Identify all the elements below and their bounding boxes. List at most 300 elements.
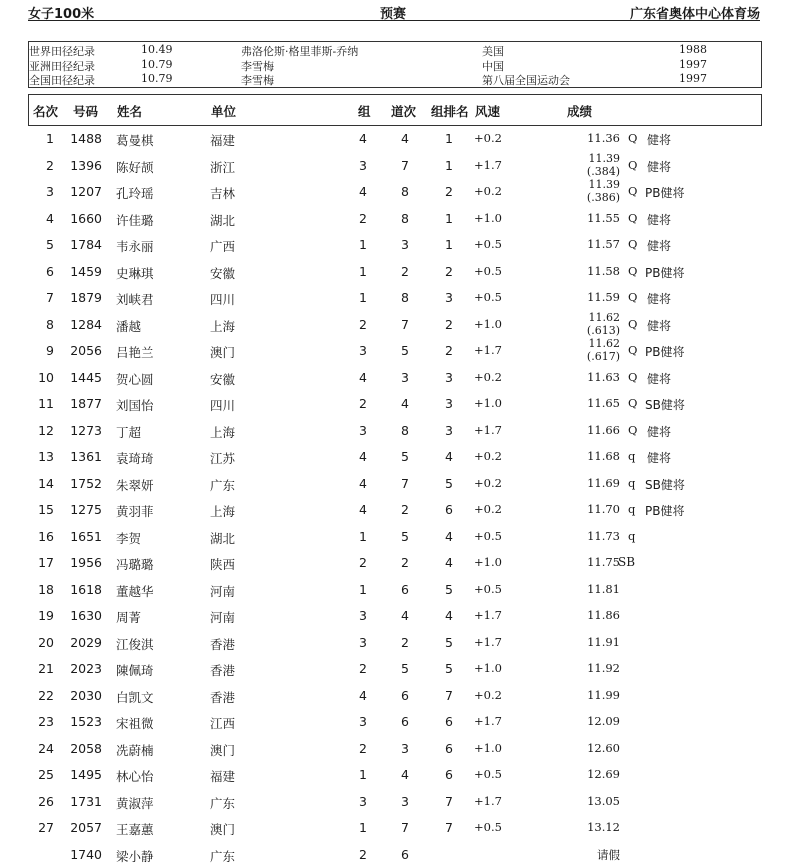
group-rank-cell: 3 [445, 290, 453, 305]
table-row [28, 655, 760, 681]
name-cell: 宋祖微 [116, 716, 154, 731]
col-group-rank: 组排名 [431, 104, 469, 119]
group-rank-cell: 1 [445, 237, 453, 252]
wind-cell: +0.5 [474, 767, 502, 781]
col-rank: 名次 [33, 104, 59, 119]
table-row [28, 364, 760, 390]
note-cell: 健将 [647, 212, 672, 227]
note-cell: PB健将 [645, 186, 685, 200]
rank-cell: 19 [38, 608, 54, 623]
name-cell: 李贺 [116, 530, 142, 546]
table-row [28, 178, 760, 204]
name-cell: 陳佩琦 [116, 663, 154, 678]
group-cell: 3 [359, 793, 367, 809]
bib-cell: 1273 [70, 422, 102, 438]
lane-cell: 6 [401, 846, 409, 862]
record-holder: 李雪梅 [241, 74, 274, 87]
lane-cell: 8 [401, 184, 409, 199]
group-cell: 1 [359, 290, 367, 305]
table-row [28, 761, 760, 787]
qualification-mark: q [628, 475, 636, 490]
group-cell: 3 [359, 714, 367, 729]
group-cell: 2 [359, 555, 367, 570]
table-row [28, 284, 760, 310]
wind-cell: +0.2 [474, 449, 502, 463]
result-cell [544, 529, 620, 543]
qualification-mark: q [628, 502, 636, 516]
result-cell [544, 635, 620, 649]
table-row [28, 841, 760, 867]
result-cell [544, 555, 620, 569]
lane-cell: 7 [401, 820, 409, 835]
unit-cell: 香港 [210, 689, 236, 705]
rank-cell: 9 [46, 343, 54, 358]
table-row [28, 390, 760, 416]
rank-cell: 4 [46, 210, 54, 226]
unit-cell: 湖北 [210, 212, 236, 228]
table-row [28, 602, 760, 628]
result-value: 11.55 [587, 210, 620, 225]
wind-cell: +1.7 [474, 793, 502, 808]
group-rank-cell: 6 [445, 767, 453, 782]
lane-cell: 3 [401, 369, 409, 385]
bib-cell: 2023 [70, 661, 102, 676]
group-cell: 2 [359, 210, 367, 226]
unit-cell: 香港 [210, 636, 236, 652]
result-cell [544, 741, 620, 755]
unit-cell: 四川 [210, 292, 236, 307]
lane-cell: 5 [401, 343, 409, 358]
group-rank-cell: 6 [445, 740, 453, 756]
rank-cell: 16 [38, 528, 54, 544]
result-value: 12.09 [587, 714, 620, 728]
group-rank-cell: 4 [445, 449, 453, 464]
lane-cell: 8 [401, 422, 409, 438]
record-mark: 10.49 [141, 43, 173, 56]
group-cell: 2 [359, 661, 367, 676]
bib-cell: 1445 [70, 369, 102, 385]
rank-cell: 13 [38, 449, 54, 464]
column-header [28, 94, 762, 126]
unit-cell: 澳门 [210, 345, 236, 360]
group-rank-cell: 1 [445, 131, 453, 146]
table-row [28, 205, 760, 231]
table-row [28, 576, 760, 602]
round-title: 预赛 [380, 7, 407, 22]
result-value: 11.99 [587, 687, 620, 702]
records-box [28, 41, 762, 88]
unit-cell: 湖北 [210, 530, 236, 546]
wind-cell: +0.2 [474, 475, 502, 490]
result-cell [544, 847, 620, 863]
bib-cell: 1740 [70, 846, 102, 862]
unit-cell: 上海 [210, 318, 236, 334]
name-cell: 贺心圆 [116, 371, 154, 387]
lane-cell: 2 [401, 555, 409, 570]
wind-cell: +0.2 [474, 131, 502, 145]
name-cell: 刘国怡 [116, 398, 154, 413]
rank-cell: 27 [38, 820, 54, 835]
rank-cell: 8 [46, 316, 54, 332]
group-cell: 1 [359, 767, 367, 782]
unit-cell: 广东 [210, 848, 236, 864]
lane-cell: 5 [401, 449, 409, 464]
bib-cell: 2030 [70, 687, 102, 703]
bib-cell: 1752 [70, 475, 102, 491]
name-cell: 林心怡 [116, 769, 154, 784]
bib-cell: 1459 [70, 263, 102, 279]
table-row [28, 814, 760, 840]
qualification-mark: Q [628, 343, 638, 357]
group-rank-cell: 7 [445, 820, 453, 835]
col-group: 组 [358, 104, 371, 119]
group-rank-cell: 3 [445, 422, 453, 438]
result-tiebreak: (.613) [586, 323, 620, 337]
wind-cell: +1.7 [474, 422, 502, 437]
group-rank-cell: 2 [445, 184, 453, 199]
group-cell: 4 [359, 369, 367, 385]
lane-cell: 3 [401, 793, 409, 809]
result-value: 11.36 [587, 131, 620, 145]
lane-cell: 6 [401, 687, 409, 703]
result-value: 12.69 [587, 767, 620, 781]
unit-cell: 福建 [210, 769, 236, 784]
name-cell: 白凯文 [116, 689, 154, 705]
unit-cell: 四川 [210, 398, 236, 413]
result-value: 11.65 [587, 396, 620, 410]
result-value: 11.92 [587, 661, 620, 675]
note-cell: 健将 [647, 371, 672, 386]
wind-cell: +1.0 [474, 316, 502, 331]
result-value: 11.81 [587, 581, 620, 596]
group-rank-cell: 6 [445, 714, 453, 729]
table-row [28, 337, 760, 363]
record-nation: 第八届全国运动会 [482, 74, 570, 87]
table-row [28, 496, 760, 522]
rank-cell: 10 [38, 369, 54, 385]
qualification-mark: Q [628, 369, 638, 384]
result-value: 11.86 [587, 608, 620, 622]
note-cell: PB健将 [645, 345, 685, 359]
col-name: 姓名 [117, 104, 143, 119]
qualification-mark: Q [628, 316, 638, 331]
unit-cell: 上海 [210, 504, 236, 519]
lane-cell: 2 [401, 502, 409, 517]
note-cell: SB [618, 555, 636, 569]
bib-cell: 1618 [70, 581, 102, 597]
result-value: 11.69 [587, 475, 620, 490]
wind-cell: +0.2 [474, 687, 502, 702]
result-cell [544, 820, 620, 834]
qualification-mark: q [628, 528, 636, 543]
result-value: 11.39 [588, 178, 620, 191]
wind-cell: +1.7 [474, 714, 502, 728]
bib-cell: 2058 [70, 740, 102, 756]
unit-cell: 安徽 [210, 371, 236, 387]
group-rank-cell: 2 [445, 263, 453, 279]
note-cell: 健将 [647, 159, 672, 174]
rank-cell: 21 [38, 661, 54, 676]
group-cell: 2 [359, 846, 367, 862]
rank-cell: 2 [46, 157, 54, 173]
col-bib: 号码 [73, 104, 99, 119]
table-row [28, 735, 760, 761]
group-rank-cell: 5 [445, 634, 453, 650]
title-bar [28, 0, 760, 21]
result-cell [544, 794, 620, 808]
lane-cell: 3 [401, 740, 409, 756]
result-cell [544, 211, 620, 225]
result-cell [544, 767, 620, 781]
group-cell: 4 [359, 475, 367, 491]
group-rank-cell: 5 [445, 661, 453, 676]
note-cell: PB健将 [645, 504, 685, 518]
col-result: 成绩 [567, 104, 593, 119]
qualification-mark: Q [628, 131, 638, 145]
group-rank-cell: 7 [445, 793, 453, 809]
group-rank-cell: 5 [445, 581, 453, 597]
lane-cell: 4 [401, 608, 409, 623]
unit-cell: 江苏 [210, 451, 236, 466]
result-value: 11.75 [587, 555, 620, 569]
lane-cell: 6 [401, 714, 409, 729]
group-rank-cell: 5 [445, 475, 453, 491]
table-row [28, 443, 760, 469]
bib-cell: 1361 [70, 449, 102, 464]
name-cell: 史琳琪 [116, 265, 154, 281]
result-value: 11.73 [587, 528, 620, 543]
wind-cell: +1.7 [474, 608, 502, 622]
note-cell: 健将 [647, 451, 672, 465]
wind-cell: +0.5 [474, 263, 502, 278]
lane-cell: 7 [401, 157, 409, 173]
bib-cell: 2056 [70, 343, 102, 358]
result-cell [544, 688, 620, 702]
bib-cell: 1877 [70, 396, 102, 411]
result-cell [544, 178, 620, 204]
table-row [28, 523, 760, 549]
note-cell: SB健将 [645, 477, 685, 492]
rank-cell: 18 [38, 581, 54, 597]
lane-cell: 2 [401, 263, 409, 279]
record-label: 世界田径纪录 [29, 45, 95, 58]
group-rank-cell: 4 [445, 608, 453, 623]
bib-cell: 1630 [70, 608, 102, 623]
bib-cell: 1284 [70, 316, 102, 332]
bib-cell: 1956 [70, 555, 102, 570]
unit-cell: 广西 [210, 239, 236, 254]
table-row [28, 470, 760, 496]
group-cell: 1 [359, 528, 367, 544]
note-cell: 健将 [647, 239, 672, 253]
record-label: 全国田径纪录 [29, 74, 95, 87]
name-cell: 黄羽菲 [116, 504, 154, 519]
table-row [28, 231, 760, 257]
qualification-mark: Q [628, 422, 638, 437]
group-cell: 3 [359, 634, 367, 650]
wind-cell: +1.0 [474, 210, 502, 225]
name-cell: 刘峡君 [116, 292, 154, 307]
result-cell [544, 396, 620, 410]
note-cell: SB健将 [645, 398, 685, 412]
bib-cell: 1396 [70, 157, 102, 173]
group-cell: 1 [359, 581, 367, 597]
unit-cell: 江西 [210, 716, 236, 731]
name-cell: 陈好颉 [116, 159, 154, 175]
lane-cell: 8 [401, 210, 409, 226]
wind-cell: +0.2 [474, 502, 502, 516]
name-cell: 黄淑萍 [116, 795, 154, 811]
rank-cell: 6 [46, 263, 54, 279]
unit-cell: 吉林 [210, 186, 236, 201]
bib-cell: 1495 [70, 767, 102, 782]
bib-cell: 2029 [70, 634, 102, 650]
rank-cell: 23 [38, 714, 54, 729]
group-rank-cell: 2 [445, 343, 453, 358]
qualification-mark: Q [628, 396, 638, 410]
result-tiebreak: (.384) [586, 164, 620, 178]
wind-cell: +0.5 [474, 581, 502, 596]
group-cell: 3 [359, 157, 367, 173]
lane-cell: 8 [401, 290, 409, 305]
record-holder: 弗洛伦斯·格里菲斯-乔纳 [241, 45, 359, 58]
result-cell [544, 423, 620, 437]
rank-cell: 12 [38, 422, 54, 438]
result-value: 11.91 [587, 634, 620, 649]
record-year: 1988 [679, 43, 707, 56]
rank-cell: 1 [46, 131, 54, 146]
group-cell: 2 [359, 316, 367, 332]
bib-cell: 1207 [70, 184, 102, 199]
wind-cell: +0.5 [474, 290, 502, 304]
lane-cell: 4 [401, 396, 409, 411]
rank-cell: 5 [46, 237, 54, 252]
name-cell: 冯璐璐 [116, 557, 154, 572]
group-cell: 4 [359, 184, 367, 199]
table-row [28, 311, 760, 337]
group-cell: 1 [359, 263, 367, 279]
result-value: 11.62 [588, 337, 620, 350]
name-cell: 葛曼棋 [116, 133, 154, 148]
result-value: 11.66 [587, 422, 620, 437]
result-cell [544, 449, 620, 463]
group-cell: 4 [359, 687, 367, 703]
qualification-mark: Q [628, 237, 638, 251]
bib-cell: 1731 [70, 793, 102, 809]
group-rank-cell: 2 [445, 316, 453, 332]
result-cell [544, 502, 620, 516]
result-cell [544, 582, 620, 596]
qualification-mark: Q [628, 184, 638, 198]
lane-cell: 3 [401, 237, 409, 252]
unit-cell: 浙江 [210, 159, 236, 175]
unit-cell: 河南 [210, 583, 236, 599]
table-row [28, 708, 760, 734]
group-cell: 4 [359, 502, 367, 517]
wind-cell: +1.0 [474, 396, 502, 410]
group-rank-cell: 3 [445, 369, 453, 385]
note-cell: 健将 [647, 133, 672, 147]
result-value: 11.62 [588, 310, 620, 324]
group-cell: 1 [359, 820, 367, 835]
name-cell: 梁小静 [116, 848, 154, 864]
unit-cell: 安徽 [210, 265, 236, 281]
group-rank-cell: 4 [445, 528, 453, 544]
name-cell: 朱翠妍 [116, 477, 154, 493]
lane-cell: 5 [401, 528, 409, 544]
group-cell: 4 [359, 449, 367, 464]
note-cell: 健将 [647, 424, 672, 439]
name-cell: 吕艳兰 [116, 345, 154, 360]
result-value: 11.39 [588, 151, 620, 165]
result-cell [544, 311, 620, 337]
name-cell: 韦永丽 [116, 239, 154, 254]
event-title: 女子100米 [28, 7, 95, 22]
note-cell: PB健将 [645, 265, 685, 280]
rank-cell: 14 [38, 475, 54, 491]
result-cell [544, 131, 620, 145]
table-row [28, 788, 760, 814]
col-unit: 单位 [211, 104, 237, 119]
group-rank-cell: 7 [445, 687, 453, 703]
wind-cell: +0.2 [474, 184, 502, 198]
rank-cell: 24 [38, 740, 54, 756]
result-cell [544, 476, 620, 490]
bib-cell: 1523 [70, 714, 102, 729]
name-cell: 董越华 [116, 583, 154, 599]
rank-cell: 17 [38, 555, 54, 570]
wind-cell: +0.2 [474, 369, 502, 384]
rank-cell: 22 [38, 687, 54, 703]
lane-cell: 5 [401, 661, 409, 676]
result-value: 11.59 [587, 290, 620, 304]
venue-title: 广东省奥体中心体育场 [629, 7, 760, 22]
col-lane: 道次 [391, 104, 417, 119]
group-rank-cell: 1 [445, 210, 453, 226]
rank-cell: 20 [38, 634, 54, 650]
qualification-mark: Q [628, 157, 638, 172]
qualification-mark: Q [628, 263, 638, 278]
table-row [28, 629, 760, 655]
lane-cell: 7 [401, 475, 409, 491]
result-cell [544, 152, 620, 178]
record-nation: 中国 [482, 60, 504, 73]
result-value: 11.70 [587, 502, 620, 516]
wind-cell: +1.0 [474, 661, 502, 675]
unit-cell: 香港 [210, 663, 236, 678]
result-cell [544, 661, 620, 675]
record-nation: 美国 [482, 45, 504, 58]
wind-cell: +1.7 [474, 157, 502, 172]
lane-cell: 6 [401, 581, 409, 597]
wind-cell: +0.5 [474, 237, 502, 251]
qualification-mark: Q [628, 290, 638, 304]
result-value: 13.12 [587, 820, 620, 834]
record-mark: 10.79 [141, 72, 173, 85]
result-value: 11.68 [587, 449, 620, 463]
group-cell: 1 [359, 237, 367, 252]
result-tiebreak: (.617) [586, 350, 620, 363]
bib-cell: 1275 [70, 502, 102, 517]
table-row [28, 417, 760, 443]
result-cell [544, 337, 620, 363]
lane-cell: 4 [401, 131, 409, 146]
name-cell: 许佳璐 [116, 212, 154, 228]
rank-cell: 11 [38, 396, 54, 411]
record-year: 1997 [679, 58, 707, 71]
record-year: 1997 [679, 72, 707, 85]
group-cell: 2 [359, 740, 367, 756]
